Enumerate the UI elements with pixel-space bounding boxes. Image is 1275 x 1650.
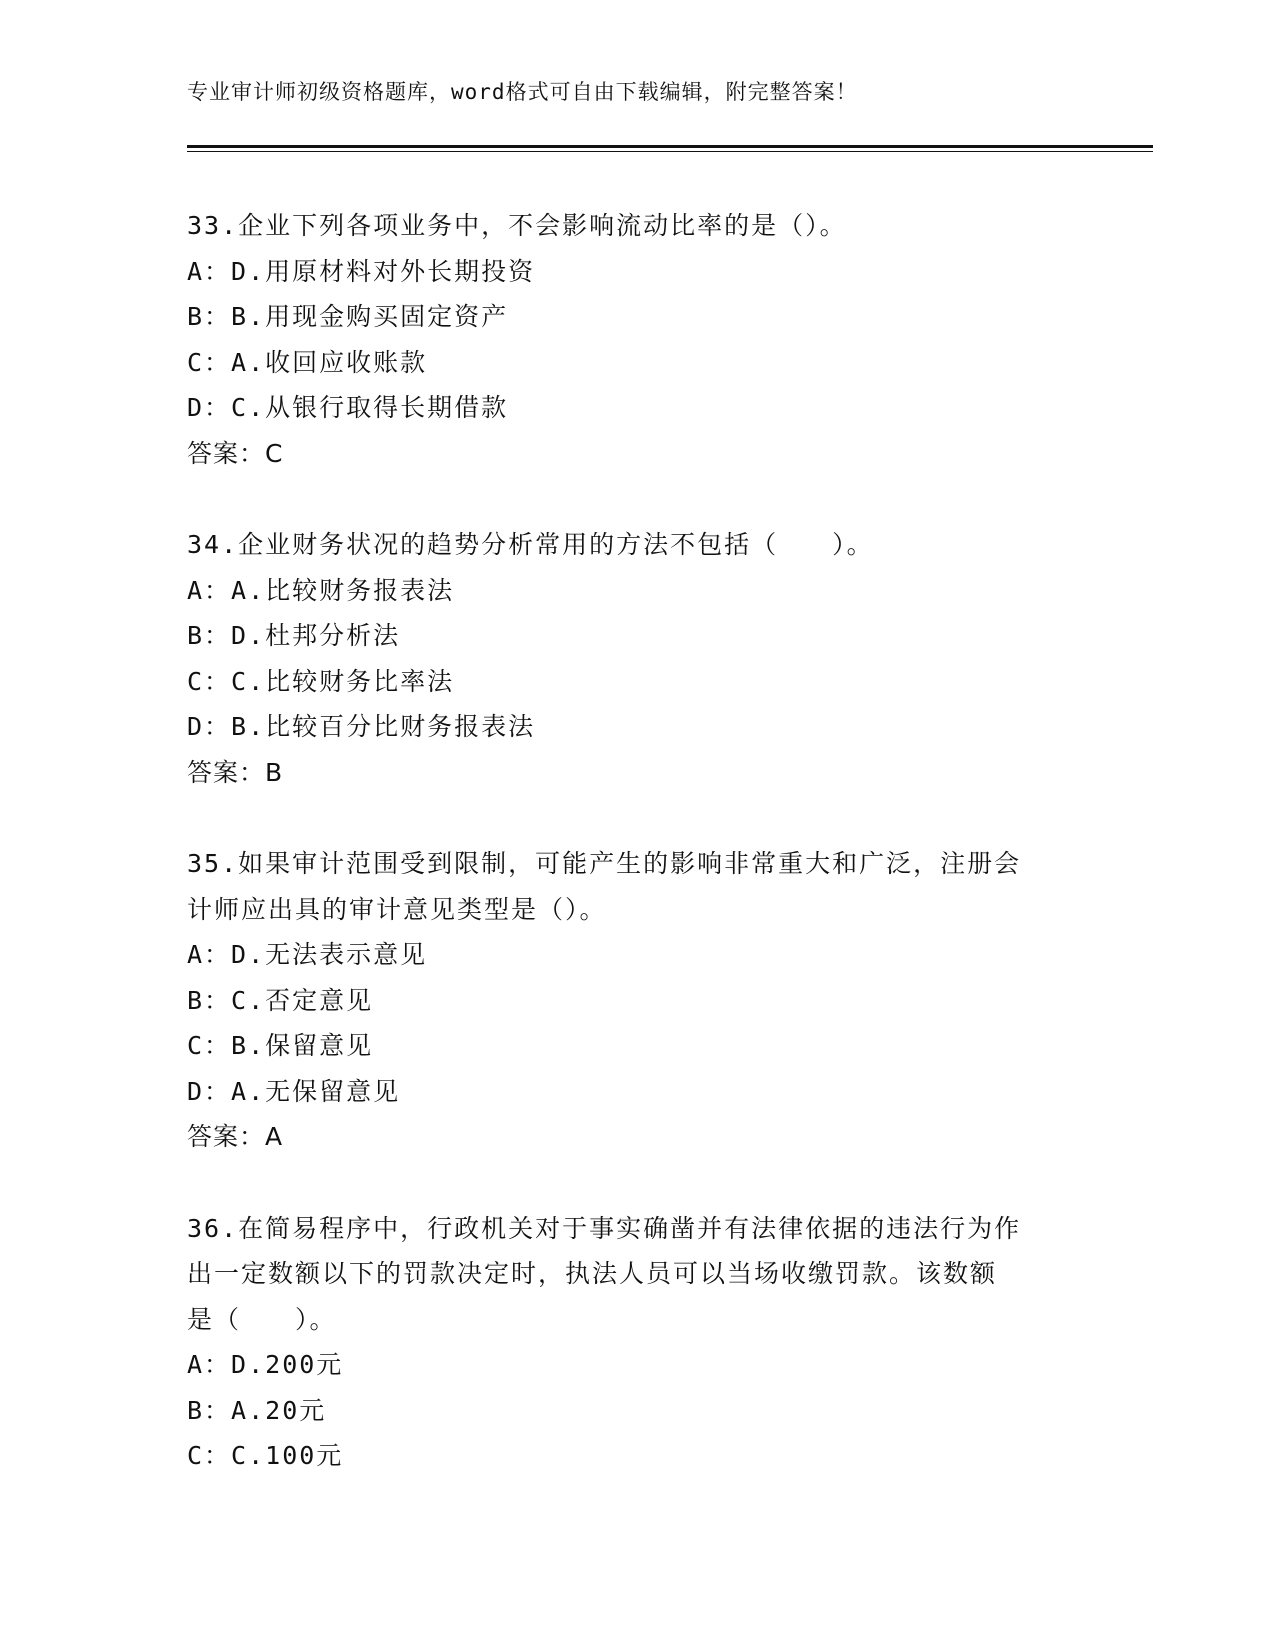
option-b: B：D.杜邦分析法	[187, 621, 401, 650]
option-b: B：A.20元	[187, 1395, 327, 1425]
option-d: D：B.比较百分比财务报表法	[187, 712, 536, 741]
question-line: 36.在简易程序中，行政机关对于事实确凿并有法律依据的违法行为作	[187, 1213, 1022, 1243]
spacer	[187, 476, 1087, 522]
question-line: 33.企业下列各项业务中，不会影响流动比率的是（）。	[187, 211, 847, 240]
question-text	[187, 203, 1087, 249]
question-line: 是（ ）。	[187, 1304, 337, 1334]
option-c: C：A.收回应收账款	[187, 347, 428, 377]
option-a: A：D.200元	[187, 1350, 344, 1379]
question-34	[187, 522, 1087, 795]
question-line: 35.如果审计范围受到限制，可能产生的影响非常重大和广泛，注册会	[187, 849, 1022, 878]
option-c: C：B.保留意见	[187, 1031, 374, 1060]
page-header: 专业审计师初级资格题库，word格式可自由下载编辑，附完整答案！	[187, 80, 858, 104]
header-rule-thin	[187, 151, 1153, 152]
spacer	[187, 1160, 1087, 1206]
question-text	[187, 841, 1087, 932]
option-a: A：D.用原材料对外长期投资	[187, 256, 536, 286]
option-c: C：C.比较财务比率法	[187, 666, 455, 696]
question-list	[187, 203, 1087, 1479]
spacer	[187, 795, 1087, 841]
answer: 答案：B	[187, 757, 284, 787]
option-b: B：B.用现金购买固定资产	[187, 302, 509, 331]
question-33	[187, 203, 1087, 476]
option-d: D：A.无保留意见	[187, 1076, 401, 1106]
option-a: A：A.比较财务报表法	[187, 575, 455, 605]
question-text	[187, 522, 1087, 568]
answer: 答案：A	[187, 1122, 284, 1151]
option-c: C：C.100元	[187, 1441, 344, 1470]
question-35	[187, 841, 1087, 1160]
question-line: 计师应出具的审计意见类型是（）。	[187, 894, 607, 924]
option-d: D：C.从银行取得长期借款	[187, 393, 509, 422]
question-line: 34.企业财务状况的趋势分析常用的方法不包括（ ）。	[187, 530, 874, 559]
question-text	[187, 1206, 1087, 1343]
option-b: B：C.否定意见	[187, 985, 374, 1015]
question-line: 出一定数额以下的罚款决定时，执法人员可以当场收缴罚款。该数额	[187, 1259, 998, 1288]
option-a: A：D.无法表示意见	[187, 940, 428, 969]
question-36	[187, 1206, 1087, 1479]
answer: 答案：C	[187, 438, 284, 468]
header-rule-thick	[187, 145, 1153, 148]
